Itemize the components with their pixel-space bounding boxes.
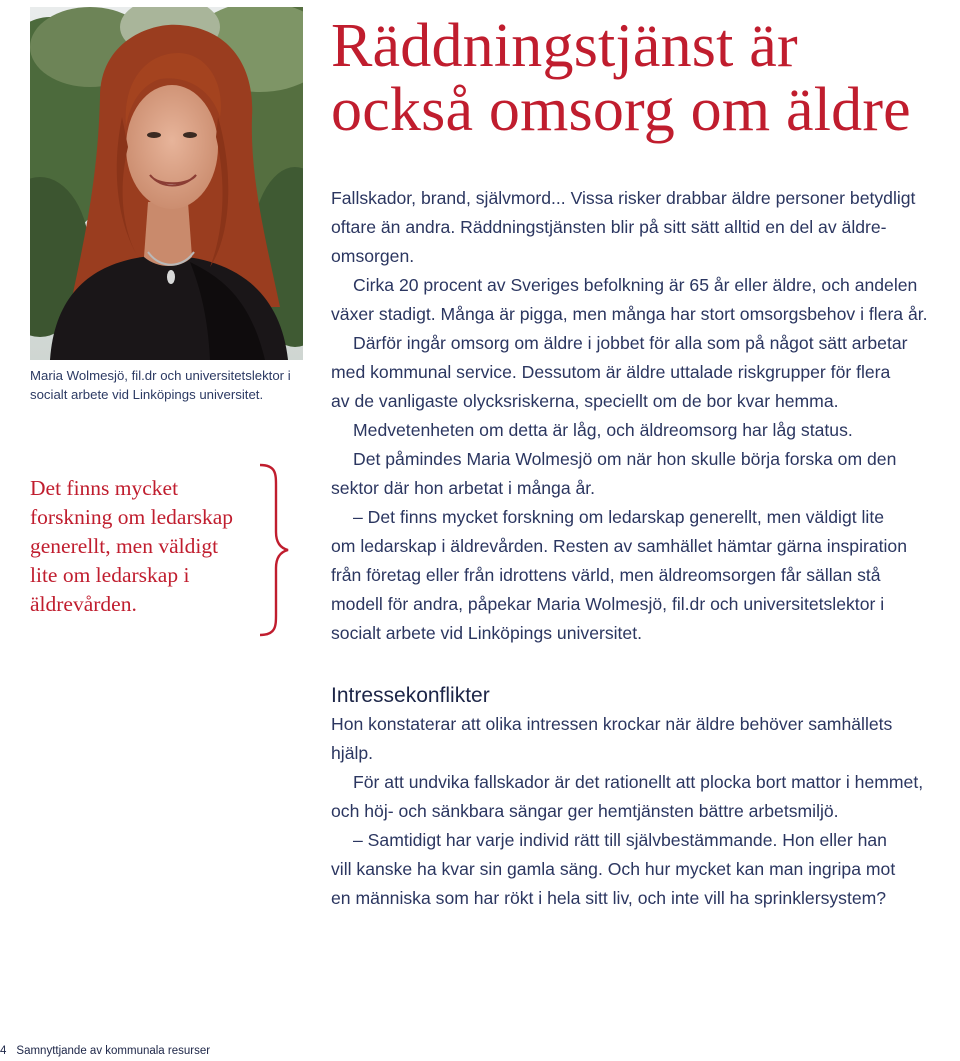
pull-quote-line: forskning om ledarskap [30, 505, 234, 529]
text-line: – Samtidigt har varje individ rätt till självbestämmande. Hon eller han [353, 830, 887, 850]
text-line: Medvetenheten om detta är låg, och äldreomsorg har låg status. [353, 420, 853, 440]
paragraph [331, 768, 960, 826]
text-line: Därför ingår omsorg om äldre i jobbet för alla som på något sätt arbetar [353, 333, 908, 353]
pull-quote-line: generellt, men väldigt [30, 534, 219, 558]
pull-quote-line: lite om ledarskap i [30, 563, 190, 587]
title-line: Räddningstjänst är [331, 12, 798, 80]
page-title [331, 14, 956, 142]
section-heading: Intressekonflikter [331, 684, 490, 707]
text-line: av de vanligaste olycksriskerna, speciellt om de bor kvar hemma. [331, 391, 839, 411]
paragraph-intro [331, 184, 960, 271]
paragraph [331, 826, 960, 913]
text-line: – Det finns mycket forskning om ledarskap generellt, men väldigt lite [353, 507, 884, 527]
page-footer [0, 1045, 210, 1057]
text-line: från företag eller från idrottens värld, men äldreomsorgen får sällan stå [331, 565, 881, 585]
text-line: För att undvika fallskador är det rationellt att plocka bort mattor i hemmet, [353, 772, 924, 792]
text-line: sektor där hon arbetat i många år. [331, 478, 596, 498]
text-line: socialt arbete vid Linköpings universitet. [331, 623, 642, 643]
paragraph [331, 445, 960, 503]
text-line: hjälp. [331, 743, 374, 763]
text-line: vill kanske ha kvar sin gamla säng. Och hur mycket kan man ingripa mot [331, 859, 896, 879]
text-line: Fallskador, brand, självmord... Vissa risker drabbar äldre personer betydligt [331, 188, 916, 208]
article-section-intressekonflikter [331, 681, 960, 913]
pull-quote-line: Det finns mycket [30, 476, 179, 500]
caption-line: socialt arbete vid Linköpings universitet. [30, 387, 264, 402]
portrait-photo [30, 7, 303, 360]
page-number: 4 [0, 1045, 7, 1057]
photo-caption [30, 366, 305, 404]
paragraph [331, 271, 960, 329]
pull-quote-line: äldrevården. [30, 592, 137, 616]
text-line: och höj- och sänkbara sängar ger hemtjänsten bättre arbetsmiljö. [331, 801, 839, 821]
brace-decoration [252, 462, 292, 638]
paragraph [331, 329, 960, 416]
text-line: om ledarskap i äldrevården. Resten av samhället hämtar gärna inspiration [331, 536, 908, 556]
text-line: växer stadigt. Många är pigga, men många har stort omsorgsbehov i flera år. [331, 304, 928, 324]
text-line: oftare än andra. Räddningstjänsten blir på sitt sätt alltid en del av äldre- [331, 217, 887, 237]
pull-quote [30, 474, 270, 619]
text-line: en människa som har rökt i hela sitt liv, och inte vill ha sprinklersystem? [331, 888, 887, 908]
text-line: Hon konstaterar att olika intressen krockar när äldre behöver samhällets [331, 714, 893, 734]
paragraph [331, 710, 960, 768]
paragraph [331, 503, 960, 648]
publication-title: Samnyttjande av kommunala resurser [16, 1045, 211, 1057]
title-line: också omsorg om äldre [331, 76, 911, 144]
text-line: Det påmindes Maria Wolmesjö om när hon skulle börja forska om den [353, 449, 897, 469]
text-line: Cirka 20 procent av Sveriges befolkning är 65 år eller äldre, och andelen [353, 275, 918, 295]
caption-line: Maria Wolmesjö, fil.dr och universitetslektor i [30, 368, 291, 383]
text-line: med kommunal service. Dessutom är äldre uttalade riskgrupper för flera [331, 362, 891, 382]
article-body [331, 184, 960, 648]
text-line: omsorgen. [331, 246, 415, 266]
paragraph [331, 416, 960, 445]
text-line: modell för andra, påpekar Maria Wolmesjö, fil.dr och universitetslektor i [331, 594, 885, 614]
